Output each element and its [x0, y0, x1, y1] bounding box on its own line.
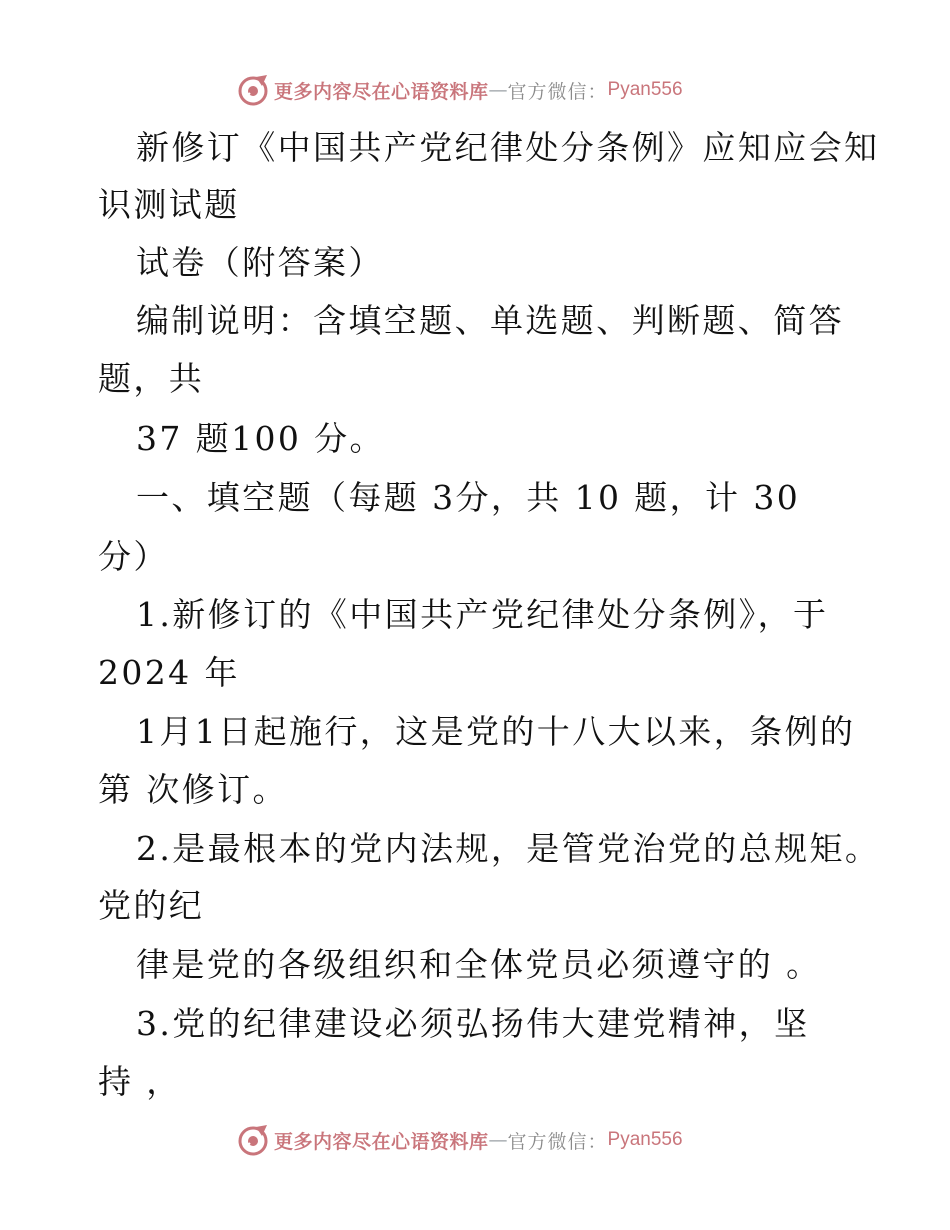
footer-watermark: [236, 1122, 683, 1158]
watermark-main-text: 更多内容尽在心语资料库: [274, 1130, 489, 1153]
question-3-line-1: 3.党的纪律建设必须弘扬伟大建党精神，坚: [136, 1004, 810, 1043]
section-heading-line-2: 分）: [98, 537, 169, 576]
watermark-main-text: 更多内容尽在心语资料库: [274, 80, 489, 103]
question-2-line-3: 律是党的各级组织和全体党员必须遵守的 。: [136, 945, 822, 984]
watermark-sub-text: 官方微信：: [507, 1130, 608, 1153]
watermark-dash: —: [488, 79, 508, 101]
watermark-sub-text: 官方微信：: [507, 80, 608, 103]
watermark-id: Pyan556: [607, 1129, 683, 1150]
question-1-line-2: 2024 年: [98, 653, 240, 692]
compile-note-line-3: 37 题100 分。: [136, 419, 385, 458]
compile-note-line-2: 题，共: [98, 359, 205, 398]
doc-subtitle: 试卷（附答案）: [136, 243, 384, 282]
question-2-line-1: 2.是最根本的党内法规，是管党治党的总规矩。: [136, 829, 881, 868]
pen-seal-logo-icon: [236, 73, 270, 107]
watermark-dash: —: [488, 1129, 508, 1151]
question-1-line-1: 1.新修订的《中国共产党纪律处分条例》，于: [136, 595, 829, 634]
question-1-line-3: 1月1日起施行，这是党的十八大以来，条例的: [136, 712, 856, 751]
doc-title-line-1: 新修订《中国共产党纪律处分条例》应知应会知: [136, 128, 880, 167]
question-2-line-2: 党的纪: [98, 886, 205, 925]
compile-note-line-1: 编制说明：含填空题、单选题、判断题、简答: [136, 301, 844, 340]
doc-title-line-2: 识测试题: [98, 185, 240, 224]
section-heading-line-1: 一、填空题（每题 3分，共 10 题，计 30: [136, 478, 801, 517]
question-3-line-2: 持 ，: [98, 1062, 182, 1101]
pen-seal-logo-icon: [236, 1123, 270, 1157]
watermark-id: Pyan556: [607, 79, 683, 100]
question-1-line-4: 第 次修订。: [98, 770, 288, 809]
header-watermark: [236, 72, 683, 108]
